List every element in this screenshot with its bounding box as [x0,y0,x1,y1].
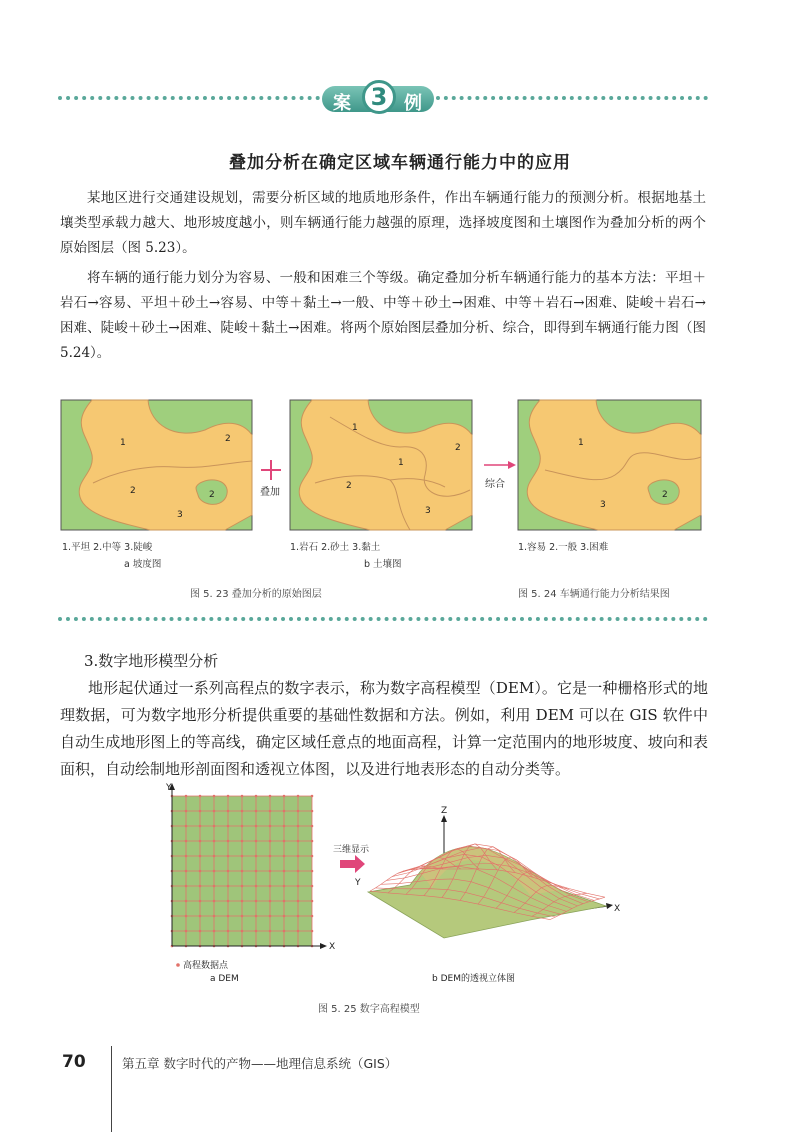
plus-overlay-symbol [261,460,281,480]
map-b-zone-2a: 2 [455,443,461,453]
map-b-legend: 1.岩石 2.砂土 3.黏土 [290,542,381,553]
map-a-zone-3: 3 [177,510,183,520]
map-c-zone-3: 3 [600,500,606,510]
case-paragraph-2: 将车辆的通行能力划分为容易、一般和困难三个等级。确定叠加分析车辆通行能力的基本方法：平坦＋岩石→容易、平坦＋砂土→容易、中等＋黏土→一般、中等＋砂土→困难、中等＋岩石→困难、陡峻＋岩石→困难、陡峻＋砂土→困难、陡峻＋黏土→困难。将两个原始图层叠加分析、综合，即得到车辆通行能力图（图 5.24）。 [60,270,706,361]
page-number: 70 [62,1052,86,1072]
header-dotted-line-right [436,96,708,100]
map-a-zone-2c: 2 [209,490,215,500]
dem3d-axis-z: Z [441,806,448,816]
case-end-dotted-line [58,617,708,621]
dem-sub-b: b DEM的透视立体图 [432,974,515,984]
case-paragraph-1: 某地区进行交通建设规划，需要分析区域的地质地形条件，作出车辆通行能力的预测分析。根据地基土壤类型承载力越大、地形坡度越小，则车辆通行能力越强的原理，选择坡度图和土壤图作为叠加分析的两个原始图层（图 5.23）。 [60,190,706,256]
dem-axis-x: X [329,942,336,952]
elevation-point-legend-label: 高程数据点 [183,961,229,971]
figure-523-524 [0,395,800,605]
case-badge [322,80,434,116]
dem-sub-a: a DEM [210,974,239,984]
dem-grid [171,795,314,948]
synthesis-label: 综合 [485,479,505,490]
map-a-caption: a 坡度图 [124,559,162,570]
overlay-label: 叠加 [260,487,280,498]
case-badge-left-char: 案 [333,93,351,114]
map-b-zone-1a: 1 [352,423,358,433]
map-a-legend: 1.平坦 2.中等 3.陡峻 [62,542,153,553]
map-b-zone-1b: 1 [398,458,404,468]
map-c-result [518,400,701,530]
header-dotted-line-left [58,96,320,100]
case-title: 叠加分析在确定区域车辆通行能力中的应用 [229,153,571,173]
map-b-soil [290,400,472,530]
dem3d-axis-y: Y [355,878,361,888]
three-d-display-label: 三维显示 [333,845,370,855]
map-a-zone-2a: 2 [225,434,231,444]
three-d-display-arrow [340,855,365,873]
figure-524-caption: 图 5. 24 车辆通行能力分析结果图 [518,589,670,600]
synthesis-arrow [484,461,516,469]
figure-525 [0,780,800,995]
map-b-zone-3: 3 [425,506,431,516]
section-paragraph: 地形起伏通过一系列高程点的数字表示，称为数字高程模型（DEM）。它是一种栅格形式的地理数据，可为数字地形分析提供重要的基础性数据和方法。例如，利用 DEM 可以在 GIS 软件中自动生成地形图上的等高线，确定区域任意点的地面高程，计算一定范围内的地形坡度、坡向和表面积，自动绘制地形剖面图和透视立体图，以及进行地表形态的自动分类等。 [60,679,708,778]
case-badge-right-char: 例 [404,93,422,114]
map-c-zone-2: 2 [662,490,668,500]
map-c-legend: 1.容易 2.一般 3.困难 [518,542,609,553]
map-a-zone-2b: 2 [130,486,136,496]
figure-525-caption: 图 5. 25 数字高程模型 [318,1004,420,1015]
map-b-zone-2b: 2 [346,481,352,491]
dem-axis-y: Y [166,783,172,793]
chapter-title: 第五章 数字时代的产物——地理信息系统（GIS） [122,1056,398,1071]
map-a-slope [61,400,252,530]
map-c-zone-1: 1 [578,438,584,448]
elevation-point-legend-dot [176,963,180,967]
case-badge-number: 3 [362,80,396,114]
dem3d-axis-x: X [614,904,621,914]
map-b-caption: b 土壤图 [364,559,402,570]
footer-divider [111,1046,112,1132]
figure-523-caption: 图 5. 23 叠加分析的原始图层 [190,589,322,600]
map-a-zone-1: 1 [120,438,126,448]
dem-3d-surface [368,815,613,938]
section-heading: 3.数字地形模型分析 [84,652,219,670]
